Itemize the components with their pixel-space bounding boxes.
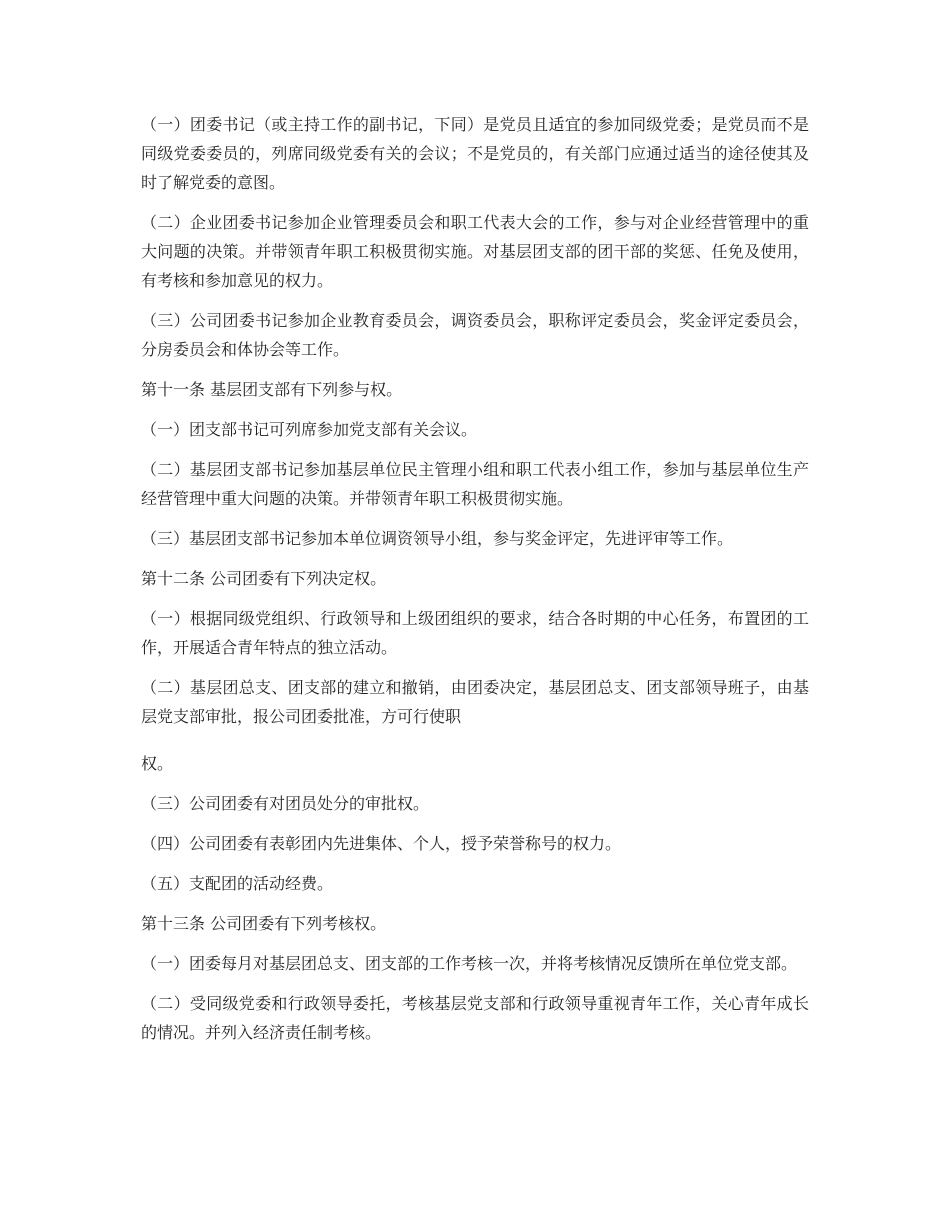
article-12-heading: 第十二条 公司团委有下列决定权。: [141, 569, 387, 588]
paragraph-10: （二）基层团总支、团支部的建立和撤销，由团委决定，基层团总支、团支部领导班子，由基层党支部审批，报公司团委批准，方可行使职: [141, 678, 809, 726]
paragraph-3: （三）公司团委书记参加企业教育委员会，调资委员会，职称评定委员会，奖金评定委员会，分房委员会和体协会等工作。: [141, 311, 809, 359]
paragraph-11: 权。: [141, 754, 174, 773]
paragraph-6: （二）基层团支部书记参加基层单位民主管理小组和职工代表小组工作，参加与基层单位生产经营管理中重大问题的决策。并带领青年职工积极贯彻实施。: [141, 460, 809, 508]
paragraph-14: （五）支配团的活动经费。: [141, 874, 334, 893]
document-body: [141, 110, 809, 1058]
paragraph-13: （四）公司团委有表彰团内先进集体、个人，授予荣誉称号的权力。: [141, 834, 622, 853]
paragraph-5: （一）团支部书记可列席参加党支部有关会议。: [141, 420, 478, 439]
paragraph-1: （一）团委书记（或主持工作的副书记，下同）是党员且适宜的参加同级党委；是党员而不是同级党委委员的，列席同级党委有关的会议；不是党员的，有关部门应通过适当的途径使其及时了解党委的意图。: [141, 115, 809, 192]
paragraph-12: （三）公司团委有对团员处分的审批权。: [141, 794, 430, 813]
paragraph-16: （一）团委每月对基层团总支、团支部的工作考核一次，并将考核情况反馈所在单位党支部。: [141, 954, 798, 973]
paragraph-7: （三）基层团支部书记参加本单位调资领导小组，参与奖金评定，先进评审等工作。: [141, 529, 734, 548]
paragraph-17: （二）受同级党委和行政领导委托，考核基层党支部和行政领导重视青年工作，关心青年成长的情况。并列入经济责任制考核。: [141, 994, 809, 1042]
paragraph-9: （一）根据同级党组织、行政领导和上级团组织的要求，结合各时期的中心任务，布置团的工作，开展适合青年特点的独立活动。: [141, 609, 809, 657]
article-13-heading: 第十三条 公司团委有下列考核权。: [141, 914, 387, 933]
paragraph-2: （二）企业团委书记参加企业管理委员会和职工代表大会的工作，参与对企业经营管理中的重大问题的决策。并带领青年职工积极贯彻实施。对基层团支部的团干部的奖惩、任免及使用，有考核和参加意见的权力。: [141, 213, 809, 290]
article-11-heading: 第十一条 基层团支部有下列参与权。: [141, 380, 403, 399]
